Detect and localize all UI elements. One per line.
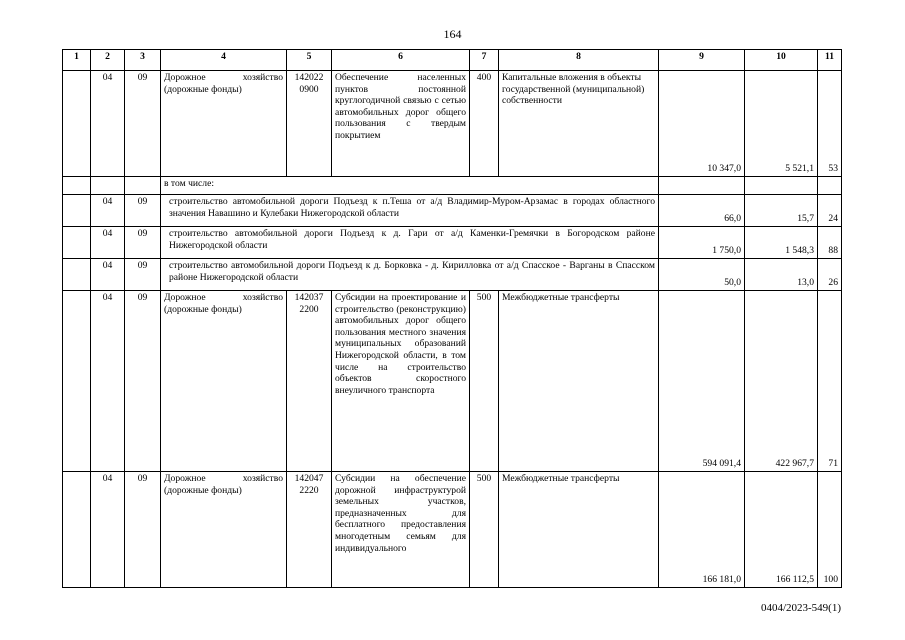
cell-expense-name: Межбюджетные трансферты xyxy=(499,472,659,588)
cell-target-code: 142022 0900 xyxy=(287,71,332,177)
header-cell: 9 xyxy=(659,50,745,71)
cell-target-code: 142037 2200 xyxy=(287,291,332,472)
cell-expense-name: Капитальные вложения в объекты государственной (муниципальной) собственности xyxy=(499,71,659,177)
cell-percent: 53 xyxy=(818,71,842,177)
cell-percent: 26 xyxy=(818,259,842,291)
page-number: 164 xyxy=(443,27,462,41)
cell-amount-plan: 594 091,4 xyxy=(659,291,745,472)
cell-amount-plan: 66,0 xyxy=(659,195,745,227)
header-cell: 11 xyxy=(818,50,842,71)
header-cell: 2 xyxy=(91,50,125,71)
cell-amount-plan xyxy=(659,177,745,195)
cell-expense-type: 500 xyxy=(470,291,499,472)
cell-name: Дорожное хозяйство (дорожные фонды) xyxy=(161,472,287,588)
cell-description: Субсидии на обеспечение дорожной инфраструктурой земельных участков, предназначенных для бесплатного предоставления многодетным семьям для индивидуального xyxy=(332,472,470,588)
cell-subsection: 09 xyxy=(125,71,161,177)
table-row xyxy=(63,177,842,195)
cell-amount-fact: 1 548,3 xyxy=(745,227,818,259)
cell-section: 04 xyxy=(91,291,125,472)
header-cell: 7 xyxy=(470,50,499,71)
table-row xyxy=(63,259,842,291)
cell-section: 04 xyxy=(91,71,125,177)
cell-note: в том числе: xyxy=(161,177,659,195)
header-cell: 1 xyxy=(63,50,91,71)
cell-subsection: 09 xyxy=(125,291,161,472)
cell-subsection xyxy=(125,177,161,195)
cell-object: строительство автомобильной дороги Подъезд к п.Теша от а/д Владимир-Муром-Арзамас в городах областного значения Навашино и Кулебаки Нижегородской области xyxy=(161,195,659,227)
cell-1 xyxy=(63,195,91,227)
cell-subsection: 09 xyxy=(125,259,161,291)
cell-amount-fact: 422 967,7 xyxy=(745,291,818,472)
cell-1 xyxy=(63,472,91,588)
cell-amount-plan: 166 181,0 xyxy=(659,472,745,588)
cell-1 xyxy=(63,291,91,472)
cell-section: 04 xyxy=(91,259,125,291)
cell-subsection: 09 xyxy=(125,227,161,259)
table-row xyxy=(63,227,842,259)
cell-section: 04 xyxy=(91,227,125,259)
cell-amount-fact: 13,0 xyxy=(745,259,818,291)
table-row xyxy=(63,472,842,588)
cell-name: Дорожное хозяйство (дорожные фонды) xyxy=(161,291,287,472)
table-row xyxy=(63,71,842,177)
cell-percent: 100 xyxy=(818,472,842,588)
cell-amount-fact: 166 112,5 xyxy=(745,472,818,588)
cell-percent xyxy=(818,177,842,195)
cell-amount-fact: 15,7 xyxy=(745,195,818,227)
cell-target-code: 142047 2220 xyxy=(287,472,332,588)
cell-description: Обеспечение населенных пунктов постоянной круглогодичной связью с сетью автомобильных дорог общего пользования с твердым покрытием xyxy=(332,71,470,177)
header-cell: 3 xyxy=(125,50,161,71)
header-row xyxy=(63,50,842,71)
cell-expense-name: Межбюджетные трансферты xyxy=(499,291,659,472)
cell-1 xyxy=(63,227,91,259)
cell-amount-plan: 1 750,0 xyxy=(659,227,745,259)
cell-1 xyxy=(63,177,91,195)
document-code: 0404/2023-549(1) xyxy=(760,602,841,614)
cell-expense-type: 500 xyxy=(470,472,499,588)
cell-description: Субсидии на проектирование и строительство (реконструкцию) автомобильных дорог общего пользования местного значения муниципальных образований Нижегородской области, в том числе на строительство объектов скоростного внеуличного транспорта xyxy=(332,291,470,472)
cell-object: строительство автомобильной дороги Подъезд к д. Гари от а/д Каменки-Гремячки в Богородском районе Нижегородской области xyxy=(161,227,659,259)
cell-1 xyxy=(63,71,91,177)
budget-table xyxy=(62,49,842,588)
cell-percent: 88 xyxy=(818,227,842,259)
table-row xyxy=(63,195,842,227)
cell-subsection: 09 xyxy=(125,472,161,588)
header-cell: 10 xyxy=(745,50,818,71)
cell-1 xyxy=(63,259,91,291)
cell-amount-fact: 5 521,1 xyxy=(745,71,818,177)
cell-section xyxy=(91,177,125,195)
cell-subsection: 09 xyxy=(125,195,161,227)
cell-percent: 71 xyxy=(818,291,842,472)
cell-percent: 24 xyxy=(818,195,842,227)
header-cell: 6 xyxy=(332,50,470,71)
cell-amount-plan: 10 347,0 xyxy=(659,71,745,177)
cell-expense-type: 400 xyxy=(470,71,499,177)
header-cell: 5 xyxy=(287,50,332,71)
header-cell: 8 xyxy=(499,50,659,71)
cell-object: строительство автомобильной дороги Подъезд к д. Борковка - д. Кирилловка от а/д Спасское - Варганы в Спасском районе Нижегородской области xyxy=(161,259,659,291)
cell-section: 04 xyxy=(91,472,125,588)
cell-section: 04 xyxy=(91,195,125,227)
cell-amount-fact xyxy=(745,177,818,195)
cell-amount-plan: 50,0 xyxy=(659,259,745,291)
header-cell: 4 xyxy=(161,50,287,71)
table-row xyxy=(63,291,842,472)
cell-name: Дорожное хозяйство (дорожные фонды) xyxy=(161,71,287,177)
